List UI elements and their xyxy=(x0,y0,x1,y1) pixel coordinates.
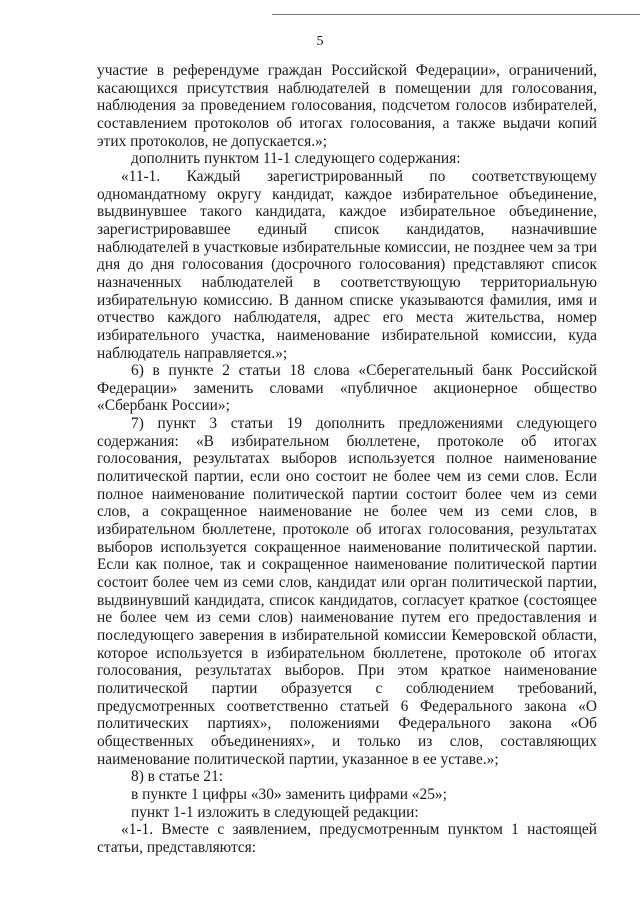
paragraph-item-8: 8) в статье 21: xyxy=(131,768,224,786)
document-body xyxy=(97,62,597,857)
page-number: 5 xyxy=(316,34,324,49)
paragraph-point-1-1-restate: пункт 1-1 изложить в следующей редакции: xyxy=(131,803,419,821)
paragraph-continuation: участие в референдуме граждан Российской Федерации», ограничений, касающихся присутствия наблюдателей в помещении для голосования, наблюдения за проведением голосования, подсчетом голосов избирателей, составлением протоколов об итогах голосования, а также выдачи копий этих протоколов, не допускается.»; xyxy=(97,62,597,150)
top-rule xyxy=(272,14,640,15)
paragraph-point-1-1-text: «1-1. Вместе с заявлением, предусмотренным пунктом 1 настоящей статьи, представляются: xyxy=(97,821,597,856)
paragraph-item-7: 7) пункт 3 статьи 19 дополнить предложениями следующего содержания: «В избирательном бюллетене, протоколе об итогах голосования, результатах выборов используется полное наименование политической партии, если оно состоит не более чем из семи слов. Если полное наименование политической партии состоит более чем из семи слов, а сокращенное наименование не более чем из семи слов, в избирательном бюллетене, протоколе об итогах голосования, результатах выборов используется сокращенное наименование политической партии. Если как полное, так и сокращенное наименование политической партии состоит более чем из семи слов, кандидат или орган политической партии, выдвинувший кандидата, список кандидатов, согласует краткое (состоящее не более чем из семи слов) наименование путем его предоставления и последующего заверения в избирательной комиссии Кемеровской области, которое используется в избирательном бюллетене, протоколе об итогах голосования, результатах выборов. При этом краткое наименование политической партии образуется с соблюдением требований, предусмотренных соответственно статьей 6 Федерального закона «О политических партиях», положениями Федерального закона «Об общественных объединениях», и только из слов, составляющих наименование политической партии, указанное в ее уставе.»; xyxy=(97,415,597,768)
paragraph-item-6: 6) в пункте 2 статьи 18 слова «Сберегательный банк Российской Федерации» заменить словами «публичное акционерное общество «Сбербанк России»; xyxy=(97,362,597,415)
paragraph-point-11-1-text: «11-1. Каждый зарегистрированный по соответствующему одномандатному округу кандидат, каждое избирательное объединение, выдвинувшее такого кандидата, каждое избирательное объединение, зарегистрировавшее единый список кандидатов, назначившие наблюдателей в участковые избирательные комиссии, не позднее чем за три дня до дня голосования (досрочного голосования) представляют список назначенных наблюдателей в соответствующую территориальную избирательную комиссию. В данном списке указываются фамилия, имя и отчество каждого наблюдателя, адрес его места жительства, номер избирательного участка, наименование избирательной комиссии, куда наблюдатель направляется.»; xyxy=(97,167,597,362)
paragraph-add-point-11-1: дополнить пунктом 11-1 следующего содержания: xyxy=(131,150,461,168)
paragraph-point-1-digits: в пункте 1 цифры «30» заменить цифрами «25»; xyxy=(131,785,447,803)
